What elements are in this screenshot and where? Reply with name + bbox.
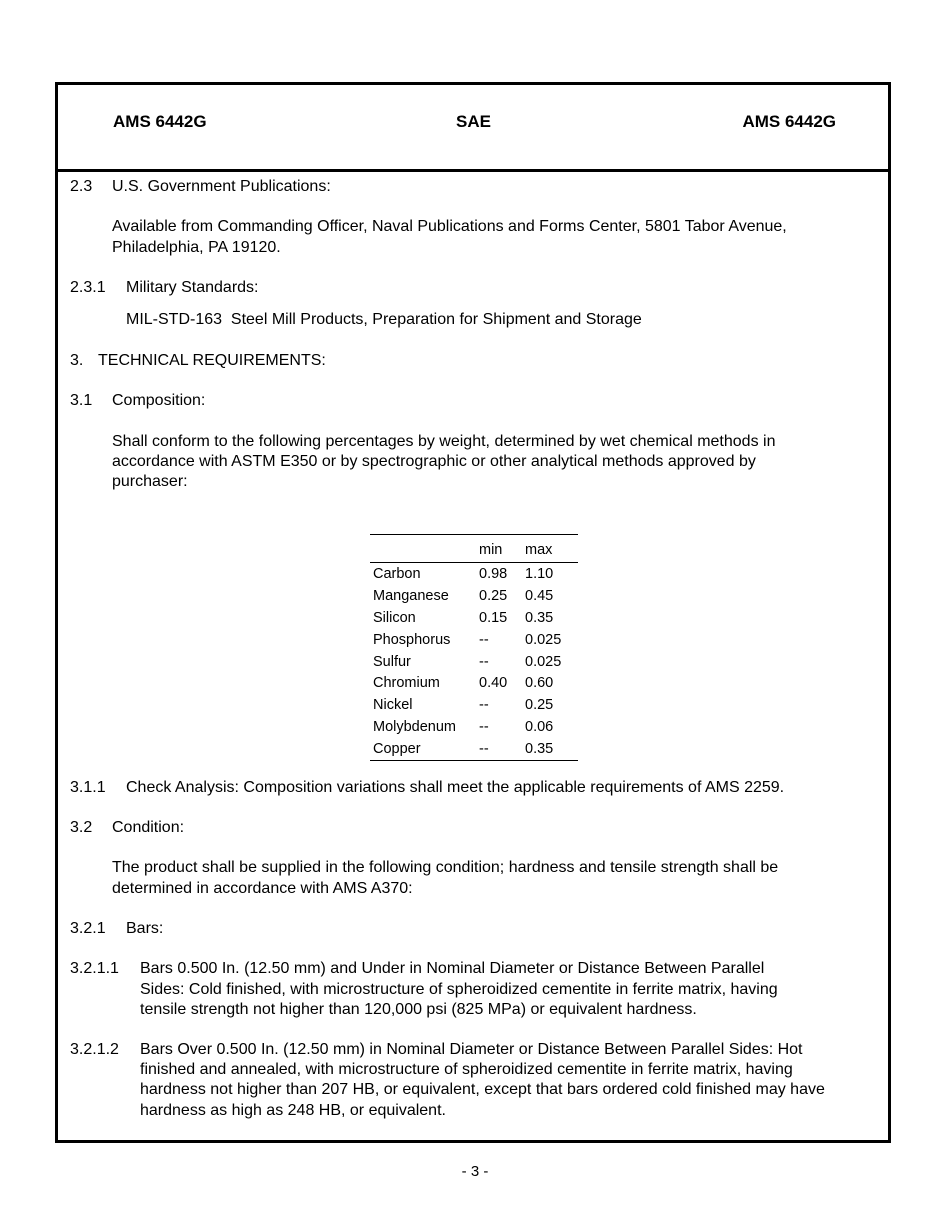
section-title: Condition: xyxy=(112,819,185,836)
paragraph-line: Available from Commanding Officer, Naval Publications and Forms Center, 5801 Tabor Avenue, xyxy=(112,218,787,235)
min-value: -- xyxy=(476,738,522,760)
min-value: 0.15 xyxy=(479,609,508,626)
max-value: 1.10 xyxy=(525,565,554,582)
element-name: Sulfur xyxy=(373,653,411,670)
document-header xyxy=(58,85,888,172)
min-value: -- xyxy=(479,653,489,670)
element-name: Silicon xyxy=(373,609,416,626)
max-value: 0.06 xyxy=(525,719,554,736)
element-name: Nickel xyxy=(373,697,413,714)
max-value: 0.025 xyxy=(525,631,562,648)
section-number: 3.2.1.2 xyxy=(70,1041,119,1058)
mil-std-reference: MIL-STD-163 Steel Mill Products, Preparation for Shipment and Storage xyxy=(126,311,642,328)
min-value: 0.98 xyxy=(479,565,508,582)
max-value: 0.35 xyxy=(525,609,554,626)
paragraph-line: Bars 0.500 In. (12.50 mm) and Under in Nominal Diameter or Distance Between Parallel xyxy=(140,960,765,977)
section-number: 3.2.1 xyxy=(70,920,106,937)
table-row xyxy=(370,629,578,651)
max-value: 0.45 xyxy=(525,587,554,604)
table-header-cell: max xyxy=(522,535,578,563)
section-number: 2.3 xyxy=(70,178,93,195)
paragraph-line: accordance with ASTM E350 or by spectrographic or other analytical methods approved by xyxy=(112,453,756,470)
section-number: 3.1 xyxy=(70,392,93,409)
table-header-row xyxy=(370,535,578,563)
min-value: -- xyxy=(479,697,489,714)
section-number: 3.1.1 xyxy=(70,779,106,796)
table-row xyxy=(370,716,578,738)
table-row xyxy=(370,563,578,585)
element-name: Phosphorus xyxy=(373,631,451,648)
paragraph-line: hardness as high as 248 HB, or equivalent. xyxy=(140,1102,446,1119)
element-name: Carbon xyxy=(373,565,421,582)
section-title: TECHNICAL REQUIREMENTS: xyxy=(98,352,326,369)
element-name: Copper xyxy=(370,738,476,760)
header-doc-id-left: AMS 6442G xyxy=(113,112,207,131)
element-name: Manganese xyxy=(373,587,449,604)
paragraph-line: Sides: Cold finished, with microstructure of spheroidized cementite in ferrite matrix, having xyxy=(140,981,778,998)
min-value: 0.25 xyxy=(479,587,508,604)
section-number: 3.2 xyxy=(70,819,93,836)
element-name: Chromium xyxy=(373,675,440,692)
table-row xyxy=(370,738,578,760)
element-name: Molybdenum xyxy=(373,719,457,736)
paragraph-line: hardness not higher than 207 HB, or equivalent, except that bars ordered cold finished may have xyxy=(140,1081,825,1098)
paragraph-line: tensile strength not higher than 120,000 psi (825 MPa) or equivalent hardness. xyxy=(140,1001,697,1018)
min-value: -- xyxy=(479,719,489,736)
paragraph-line: determined in accordance with AMS A370: xyxy=(112,880,413,897)
section-title: U.S. Government Publications: xyxy=(112,178,331,195)
header-doc-id-right: AMS 6442G xyxy=(742,112,836,131)
paragraph-line: Philadelphia, PA 19120. xyxy=(112,239,281,256)
table-row xyxy=(370,651,578,673)
paragraph-line: Bars Over 0.500 In. (12.50 mm) in Nominal Diameter or Distance Between Parallel Sides: Hot xyxy=(140,1041,803,1058)
section-number: 3.2.1.1 xyxy=(70,960,119,977)
max-value: 0.35 xyxy=(522,738,578,760)
max-value: 0.25 xyxy=(525,697,554,714)
table-header-cell xyxy=(370,535,476,563)
composition-table xyxy=(370,534,578,761)
section-title: Composition: xyxy=(112,392,206,409)
max-value: 0.025 xyxy=(525,653,562,670)
section-number: 3. xyxy=(70,352,84,369)
header-org: SAE xyxy=(456,112,491,131)
section-title: Military Standards: xyxy=(126,279,259,296)
paragraph-line: Shall conform to the following percentages by weight, determined by wet chemical methods in xyxy=(112,433,776,450)
table-row xyxy=(370,694,578,716)
table-row xyxy=(370,585,578,607)
page-number: - 3 - xyxy=(461,1163,489,1180)
section-title: Bars: xyxy=(126,920,164,937)
table-row xyxy=(370,672,578,694)
paragraph-line: The product shall be supplied in the following condition; hardness and tensile strength shall be xyxy=(112,859,779,876)
min-value: 0.40 xyxy=(479,675,508,692)
section-number: 2.3.1 xyxy=(70,279,106,296)
max-value: 0.60 xyxy=(525,675,554,692)
paragraph-line: purchaser: xyxy=(112,473,188,490)
table-header-cell: min xyxy=(476,535,522,563)
paragraph-line: finished and annealed, with microstructure of spheroidized cementite in ferrite matrix, having xyxy=(140,1061,793,1078)
min-value: -- xyxy=(479,631,489,648)
table-row xyxy=(370,607,578,629)
section-title: Check Analysis: Composition variations shall meet the applicable requirements of AMS 2259. xyxy=(126,779,785,796)
